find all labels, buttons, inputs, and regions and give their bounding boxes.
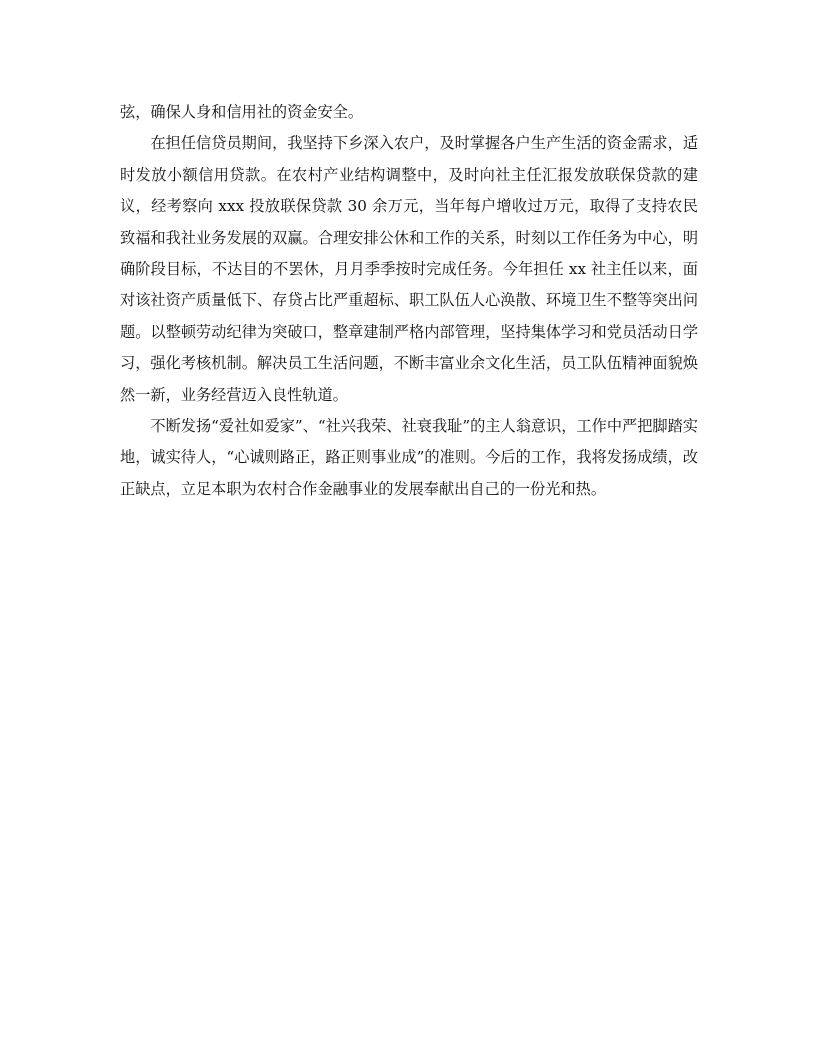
paragraph-closing-commitment: 不断发扬“爱社如爱家”、“社兴我荣、社衰我耻”的主人翁意识，工作中严把脚踏实地，诚实待人，“心诚则路正，路正则事业成”的准则。今后的工作，我将发扬成绩，改正缺点，立足本职为农村合作金融事业的发展奉献出自己的一份光和热。 (120, 417, 698, 498)
paragraph-loan-officer-duties: 在担任信贷员期间，我坚持下乡深入农户，及时掌握各户生产生活的资金需求，适时发放小额信用贷款。在农村产业结构调整中，及时向社主任汇报发放联保贷款的建议，经考察向 xxx 投放联保贷款 30 余万元，当年每户增收过万元，取得了支持农民致福和我社业务发展的双赢。合理安排公休和工作的关系，时刻以工作任务为中心，明确阶段目标，不达目的不罢休，月月季季按时完成任务。今年担任 xx 社主任以来，面对该社资产质量低下、存贷占比严重超标、职工队伍人心涣散、环境卫生不整等突出问题。以整顿劳动纪律为突破口，整章建制严格内部管理，坚持集体学习和党员活动日学习，强化考核机制。解决员工生活问题，不断丰富业余文化生活，员工队伍精神面貌焕然一新，业务经营迈入良性轨道。 (120, 134, 698, 404)
document-body (120, 97, 698, 505)
paragraph-continuation: 弦，确保人身和信用社的资金安全。 (120, 103, 363, 121)
